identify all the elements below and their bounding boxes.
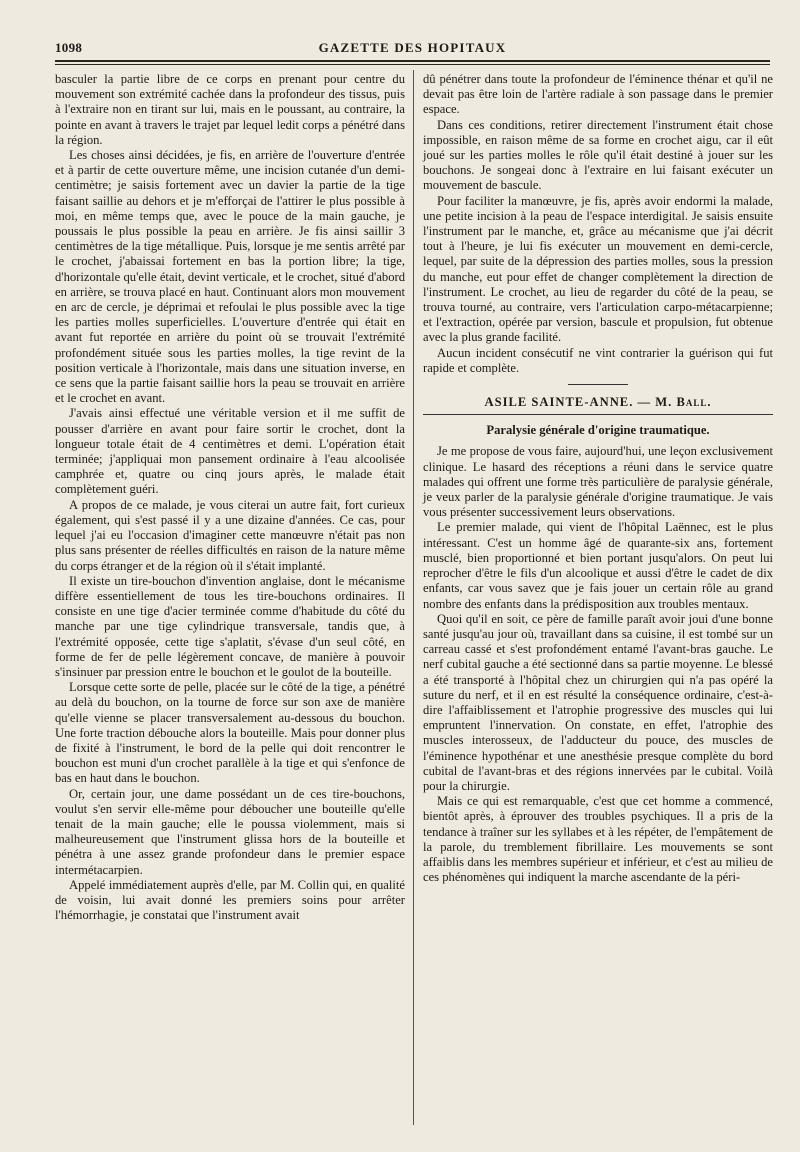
- paragraph: Aucun incident consécutif ne vint contrarier la guérison qui fut rapide et complète.: [423, 345, 773, 375]
- paragraph: Appelé immédiatement auprès d'elle, par M. Collin qui, en qualité de voisin, lui avait donné les premiers soins pour arrêter l'hémorrhagie, je constatai que l'instrument avait: [55, 877, 405, 923]
- section-rule: [423, 414, 773, 415]
- paragraph: Il existe un tire-bouchon d'invention anglaise, dont le mécanisme diffère essentiellement de tous les tire-bouchons ordinaires. Il consiste en une tige d'acier terminée comme d'habitude du côté du manche par une tige cylindrique transversale, tandis que, à l'extrémité opposée, cette tige s'aplatit, s'évase d'un seul côté, en forme de fer de pelle légèrement concave, de manière à pouvoir s'insinuer par pression entre le bouchon et le goulot de la bouteille.: [55, 573, 405, 679]
- right-column: [423, 72, 773, 885]
- page-header: [55, 36, 770, 58]
- paragraph: Le premier malade, qui vient de l'hôpital Laënnec, est le plus intéressant. C'est un homme âgé de quarante-six ans, fortement musclé, bien proportionné et bien portant jusqu'alors. On peut lui reprocher d'être le fils d'un alcoolique et aussi d'être le cadet de dix enfants, car vous savez que je fais jouer un certain rôle au grand nombre des enfants dans la prédisposition aux troubles mentaux.: [423, 520, 773, 611]
- section-author: — M. Ball.: [637, 395, 712, 410]
- paragraph: Lorsque cette sorte de pelle, placée sur le côté de la tige, a pénétré au delà du bouchon, on la tourne de force sur son axe de manière qu'elle vienne se placer transversalement au-dessous du bouchon. Une forte traction débouche alors la bouteille. Mais pour donner plus de fixité à l'instrument, le bord de la pelle qui doit rencontrer le bouchon est muni d'un crochet parallèle à la tige et qui s'enfonce de bas en haut dans le bouchon.: [55, 680, 405, 786]
- paragraph: Mais ce qui est remarquable, c'est que cet homme a commencé, bientôt après, à éprouver des troubles psychiques. Il a pris de la tendance à traîner sur les syllabes et à les répéter, de l'empâtement de la parole, du tremblement fibrillaire. Les mouvements se sont affaiblis dans les membres supérieur et inférieur, et c'est au milieu de ces phénomènes qui indiquent la marche ascendante de la péri-: [423, 794, 773, 885]
- paragraph: Or, certain jour, une dame possédant un de ces tire-bouchons, voulut s'en servir elle-même pour déboucher une bouteille qu'elle tenait de la main gauche; elle le poussa violemment, mais si malheureusement que l'instrument glissa hors de la bouteille et pénétra à une assez grande profondeur dans le premier espace intermétacarpien.: [55, 786, 405, 877]
- left-column: [55, 72, 405, 923]
- paragraph: Quoi qu'il en soit, ce père de famille paraît avoir joui d'une bonne santé jusqu'au jour où, travaillant dans sa cuisine, il est tombé sur un carreau cassé et s'est profondément entamé l'avant-bras gauche. Le nerf cubital gauche a été sectionné dans sa partie moyenne. Le blessé a été transporté à l'hôpital chez un chirurgien qui n'a pas opéré la suture du nerf, et il en est résulté la conséquence ordinaire, c'est-à-dire l'affaiblissement et l'atrophie progressive des muscles qui lui empruntent l'innervation. On constate, en effet, l'atrophie des muscles interosseux, de l'adducteur du pouce, des muscles de l'éminence hypothénar et une anesthésie presque complète du bord cubital de l'avant-bras et des régions innervées par le cubital. Voilà pour la chirurgie.: [423, 611, 773, 793]
- paragraph: A propos de ce malade, je vous citerai un autre fait, fort curieux également, qui s'est passé il y a une dizaine d'années. Ce cas, pour lequel j'ai eu l'occasion d'imaginer cette manœuvre n'était pas non plus sans présenter de réelles difficultés en raison de la nature même du corps étranger et de la région où il s'était implanté.: [55, 497, 405, 573]
- article-subtitle: Paralysie générale d'origine traumatique.: [486, 423, 710, 438]
- paragraph: basculer la partie libre de ce corps en prenant pour centre du mouvement son extrémité cachée dans la profondeur des tissus, puis à l'extraire non en tirant sur lui, mais en le poussant, au contraire, la pointe en avant à travers le trajet par lequel ledit corps a pénétré dans la région.: [55, 72, 405, 147]
- column-divider: [413, 70, 414, 1125]
- paragraph: Je me propose de vous faire, aujourd'hui, une leçon exclusivement clinique. Le hasard des réceptions a réuni dans le service quatre malades qui offrent une forme très particulière de paralysie générale, je veux parler de la paralysie générale d'origine traumatique. Je vais vous présenter successivement leurs observations.: [423, 444, 773, 520]
- paragraph: J'avais ainsi effectué une véritable version et il me suffit de pousser d'arrière en avant pour faire sortir le crochet, dont la longueur totale était de 4 centimètres et demi. L'opération était terminée; j'appliquai mon pansement ordinaire à l'eau alcoolisée camphrée et, quatre ou cinq jours après, le malade était complètement guéri.: [55, 406, 405, 497]
- paragraph: Pour faciliter la manœuvre, je fis, après avoir endormi la malade, une petite incision à la peau de l'espace interdigital. Je saisis ensuite l'instrument par le manche, et, grâce au mécanisme que j'ai décrit tout à l'heure, je lui fis exécuter un mouvement en demi-cercle, lequel, par suite de la dépression des parties molles, sous la pression du manche, eut pour effet de changer complètement la direction de l'instrument. Le crochet, au lieu de regarder du côté de la peau, se trouva tourné, au contraire, vers l'articulation carpo-métacarpienne; et l'extraction, opérée par version, bascule et propulsion, fut obtenue avec la plus grande facilité.: [423, 193, 773, 345]
- header-rule-thin: [55, 64, 770, 65]
- page-number: 1098: [55, 40, 83, 55]
- section-heading: [423, 395, 773, 410]
- section-separator: [568, 384, 628, 385]
- header-rule: [55, 60, 770, 62]
- journal-title: GAZETTE DES HOPITAUX: [318, 40, 507, 55]
- paragraph: Dans ces conditions, retirer directement l'instrument était chose impossible, en raison même de sa forme en crochet aigu, car il eût joué sur les parties molles le rôle qu'il était destiné à jouer sur les bouchons. Je songeai donc à l'extraire en lui faisant exécuter un mouvement de bascule.: [423, 117, 773, 193]
- paragraph: dû pénétrer dans toute la profondeur de l'éminence thénar et qu'il ne devait pas être loin de l'artère radiale à son passage dans le premier espace.: [423, 72, 773, 117]
- paragraph: Les choses ainsi décidées, je fis, en arrière de l'ouverture d'entrée et à partir de cette ouverture même, une incision cutanée d'un demi-centimètre; je saisis fortement avec un davier la partie de la tige faisant saillie au dehors et je m'efforçai de l'attirer le plus possible à moi, en même temps que, avec le pouce de la main gauche, je poussais le plus possible la peau en arrière. Je fis ainsi saillir 3 centimètres de la tige métallique. Puis, lorsque je me sentis arrêté par le crochet, j'abaissai fortement en bas la portion libre; la tige, d'horizontale qu'elle était, devint verticale, et le crochet, situé d'abord en arrière, se trouva placé en haut. Continuant alors mon mouvement en arc de cercle, je déprimai et refoulai le plus possible avec la tige les parties molles superficielles. L'ouverture d'entrée qui était en avant fut reportée en arrière du point où se trouvait l'extrémité profondément située sous les parties molles, la tige revint de la position verticale à l'horizontale, mais dans une situation inverse, en ce sens que la partie faisant saillie hors la peau se trouvait en arrière et le crochet en avant.: [55, 148, 405, 406]
- section-title: ASILE SAINTE-ANNE.: [484, 395, 634, 410]
